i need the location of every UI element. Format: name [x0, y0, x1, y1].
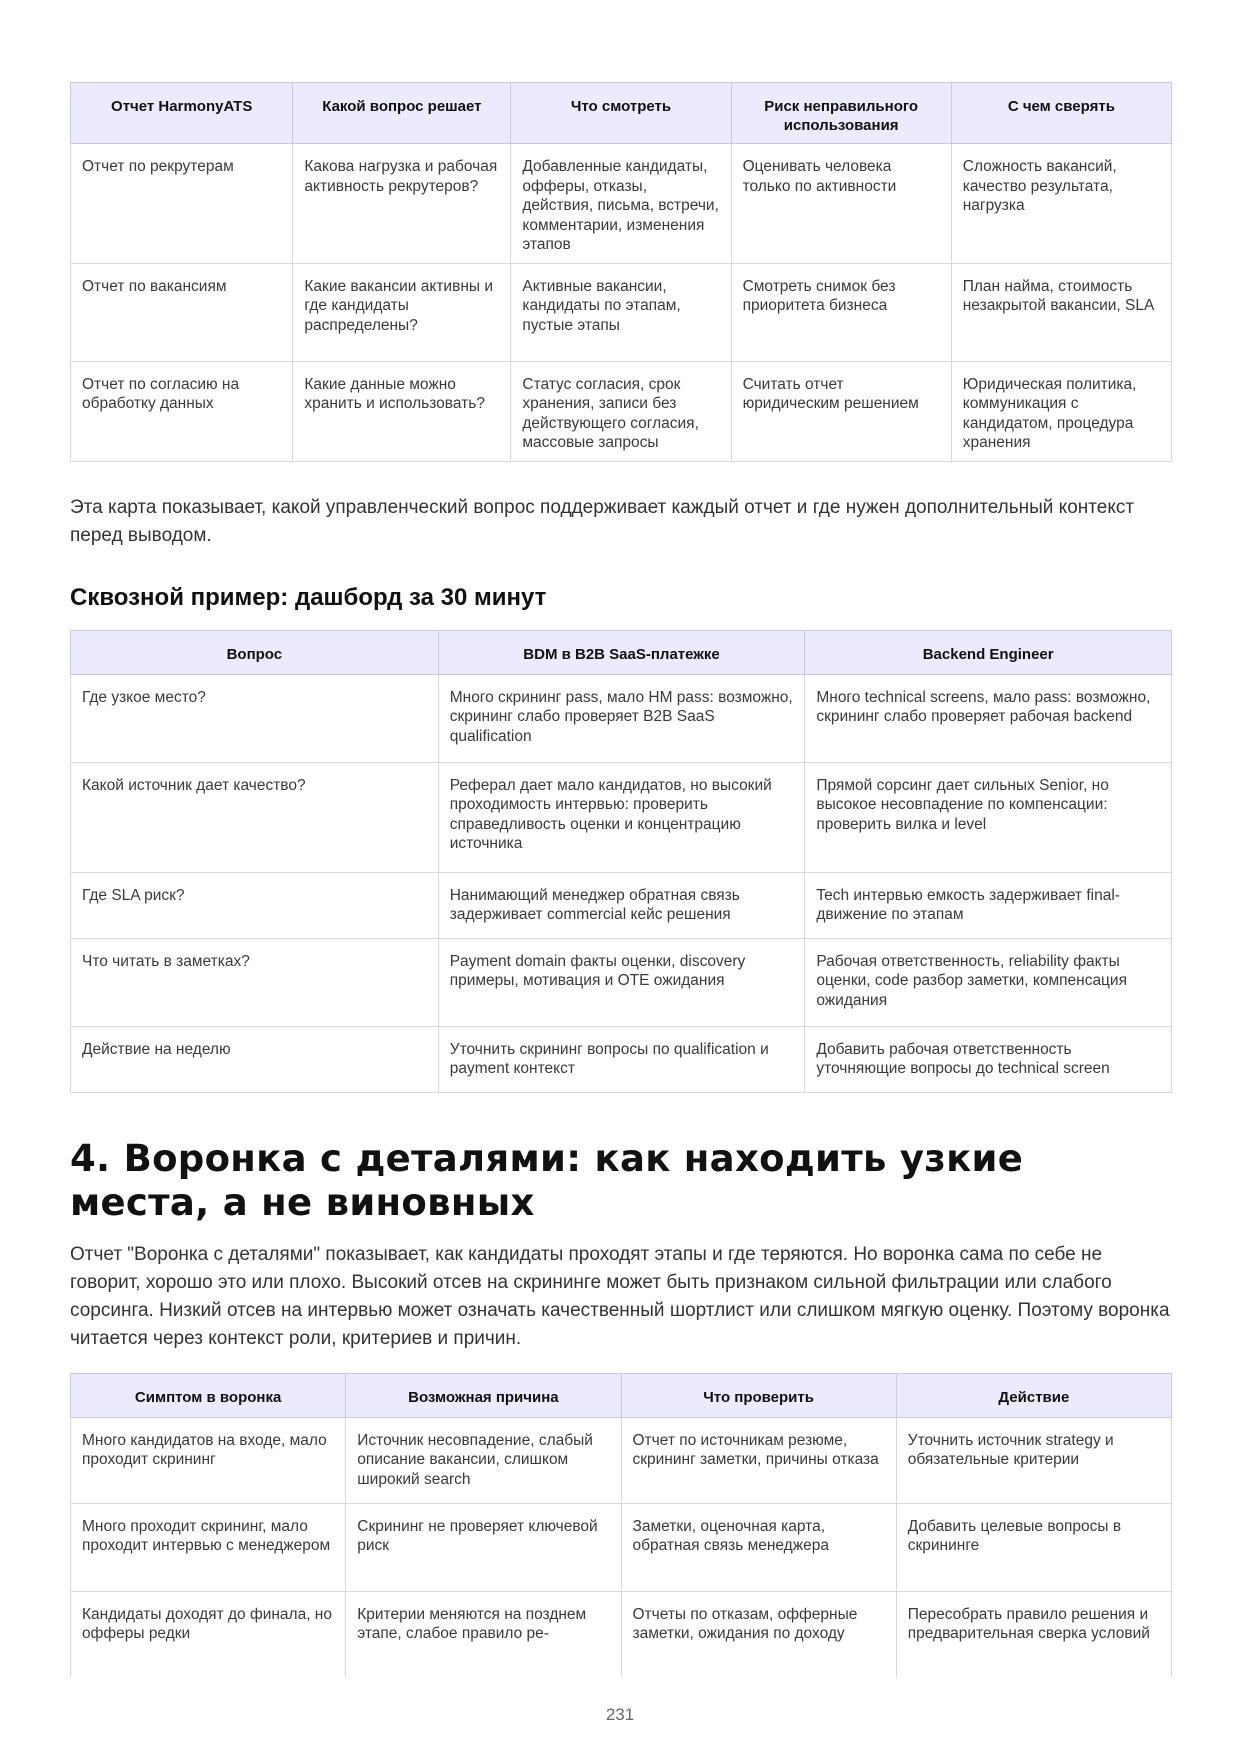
- table-cell: Добавленные кандидаты, офферы, отказы, действия, письма, встречи, комментарии, изменения этапов: [511, 144, 731, 264]
- map-explanation-paragraph: Эта карта показывает, какой управленческий вопрос поддерживает каждый отчет и где нужен дополнительный контекст перед выводом.: [70, 496, 1135, 546]
- table-cell: План найма, стоимость незакрытой вакансии, SLA: [951, 263, 1171, 361]
- table-header-cell: Отчет HarmonyATS: [71, 83, 293, 144]
- table-header-cell: С чем сверять: [951, 83, 1171, 144]
- table-row: [71, 144, 1172, 264]
- table-cell: Статус согласия, срок хранения, записи без действующего согласия, массовые запросы: [511, 361, 731, 461]
- table-header-cell: Что смотреть: [511, 83, 731, 144]
- table-cell: Отчеты по отказам, офферные заметки, ожидания по доходу: [621, 1591, 896, 1677]
- table-header-row: [71, 630, 1172, 674]
- table-header-cell: BDM в B2B SaaS-платежке: [438, 630, 805, 674]
- table-cell: Отчет по вакансиям: [71, 263, 293, 361]
- reports-table: [70, 82, 1172, 462]
- table-cell: Где узкое место?: [71, 674, 439, 762]
- table-row: [71, 1417, 1172, 1503]
- table-row: [71, 1026, 1172, 1092]
- table-cell: Действие на неделю: [71, 1026, 439, 1092]
- table-header-cell: Вопрос: [71, 630, 439, 674]
- dashboard-example-table: [70, 630, 1172, 1093]
- table-cell: Много скрининг pass, мало HM pass: возможно, скрининг слабо проверяет B2B SaaS qualification: [438, 674, 805, 762]
- table-header-row: [71, 83, 1172, 144]
- table-row: [71, 263, 1172, 361]
- table-cell: Кандидаты доходят до финала, но офферы редки: [71, 1591, 346, 1677]
- table-row: [71, 674, 1172, 762]
- table-cell: Много кандидатов на входе, мало проходит скрининг: [71, 1417, 346, 1503]
- table-cell: Какие вакансии активны и где кандидаты распределены?: [293, 263, 511, 361]
- table-cell: Пересобрать правило решения и предварительная сверка условий: [896, 1591, 1171, 1677]
- table-cell: Много проходит скрининг, мало проходит интервью с менеджером: [71, 1503, 346, 1591]
- table-header-cell: Backend Engineer: [805, 630, 1172, 674]
- table-cell: Что читать в заметках?: [71, 938, 439, 1026]
- table-cell: Отчет по рекрутерам: [71, 144, 293, 264]
- table-row: [71, 1591, 1172, 1677]
- table-cell: Прямой сорсинг дает сильных Senior, но высокое несовпадение по компенсации: проверить вилка и level: [805, 762, 1172, 872]
- table-row: [71, 938, 1172, 1026]
- table-header-cell: Что проверить: [621, 1373, 896, 1417]
- example-heading: Сквозной пример: дашборд за 30 минут: [70, 583, 547, 611]
- table-cell: Payment domain факты оценки, discovery примеры, мотивация и OTE ожидания: [438, 938, 805, 1026]
- table-row: [71, 1503, 1172, 1591]
- table-cell: Уточнить скрининг вопросы по qualification и payment контекст: [438, 1026, 805, 1092]
- table-cell: Нанимающий менеджер обратная связь задерживает commercial кейс решения: [438, 872, 805, 938]
- table-cell: Рабочая ответственность, reliability факты оценки, code разбор заметки, компенсация ожидания: [805, 938, 1172, 1026]
- table-header-cell: Действие: [896, 1373, 1171, 1417]
- funnel-symptoms-table: [70, 1373, 1172, 1678]
- table-cell: Считать отчет юридическим решением: [731, 361, 951, 461]
- table-cell: Заметки, оценочная карта, обратная связь менеджера: [621, 1503, 896, 1591]
- table-cell: Уточнить источник strategy и обязательные критерии: [896, 1417, 1171, 1503]
- table-cell: Активные вакансии, кандидаты по этапам, пустые этапы: [511, 263, 731, 361]
- table-cell: Юридическая политика, коммуникация с кандидатом, процедура хранения: [951, 361, 1171, 461]
- table-row: [71, 762, 1172, 872]
- table-header-cell: Какой вопрос решает: [293, 83, 511, 144]
- table-cell: Оценивать человека только по активности: [731, 144, 951, 264]
- table-cell: Добавить целевые вопросы в скрининге: [896, 1503, 1171, 1591]
- table-cell: Tech интервью емкость задерживает final-движение по этапам: [805, 872, 1172, 938]
- table-cell: Отчет по согласию на обработку данных: [71, 361, 293, 461]
- section-title: 4. Воронка с деталями: как находить узкие места, а не виновных: [70, 1136, 1024, 1224]
- table-cell: Скрининг не проверяет ключевой риск: [346, 1503, 621, 1591]
- table-cell: Какие данные можно хранить и использовать?: [293, 361, 511, 461]
- table-cell: Много technical screens, мало pass: возможно, скрининг слабо проверяет рабочая backend: [805, 674, 1172, 762]
- table-row: [71, 361, 1172, 461]
- funnel-intro-paragraph: Отчет "Воронка с деталями" показывает, как кандидаты проходят этапы и где теряются. Но воронка сама по себе не говорит, хорошо это или плохо. Высокий отсев на скрининге может быть признаком сильной фильтрации или слабого сорсинга. Низкий отсев на интервью может означать качественный шортлист или слишком мягкую оценку. Поэтому воронка читается через контекст роли, критериев и причин.: [70, 1243, 1170, 1349]
- table-row: [71, 872, 1172, 938]
- table-header-cell: Возможная причина: [346, 1373, 621, 1417]
- table-header-row: [71, 1373, 1172, 1417]
- table-cell: Источник несовпадение, слабый описание вакансии, слишком широкий search: [346, 1417, 621, 1503]
- table-cell: Добавить рабочая ответственность уточняющие вопросы до technical screen: [805, 1026, 1172, 1092]
- table-cell: Где SLA риск?: [71, 872, 439, 938]
- table-cell: Отчет по источникам резюме, скрининг заметки, причины отказа: [621, 1417, 896, 1503]
- table-cell: Какой источник дает качество?: [71, 762, 439, 872]
- table-header-cell: Риск неправильного использования: [731, 83, 951, 144]
- table-cell: Сложность вакансий, качество результата, нагрузка: [951, 144, 1171, 264]
- table-cell: Реферал дает мало кандидатов, но высокий проходимость интервью: проверить справедливость оценки и концентрацию источника: [438, 762, 805, 872]
- table-cell: Какова нагрузка и рабочая активность рекрутеров?: [293, 144, 511, 264]
- table-cell: Смотреть снимок без приоритета бизнеса: [731, 263, 951, 361]
- table-cell: Критерии меняются на позднем этапе, слабое правило ре-: [346, 1591, 621, 1677]
- table-header-cell: Симптом в воронка: [71, 1373, 346, 1417]
- page-number: 231: [605, 1705, 635, 1724]
- page-content: [70, 82, 1172, 1677]
